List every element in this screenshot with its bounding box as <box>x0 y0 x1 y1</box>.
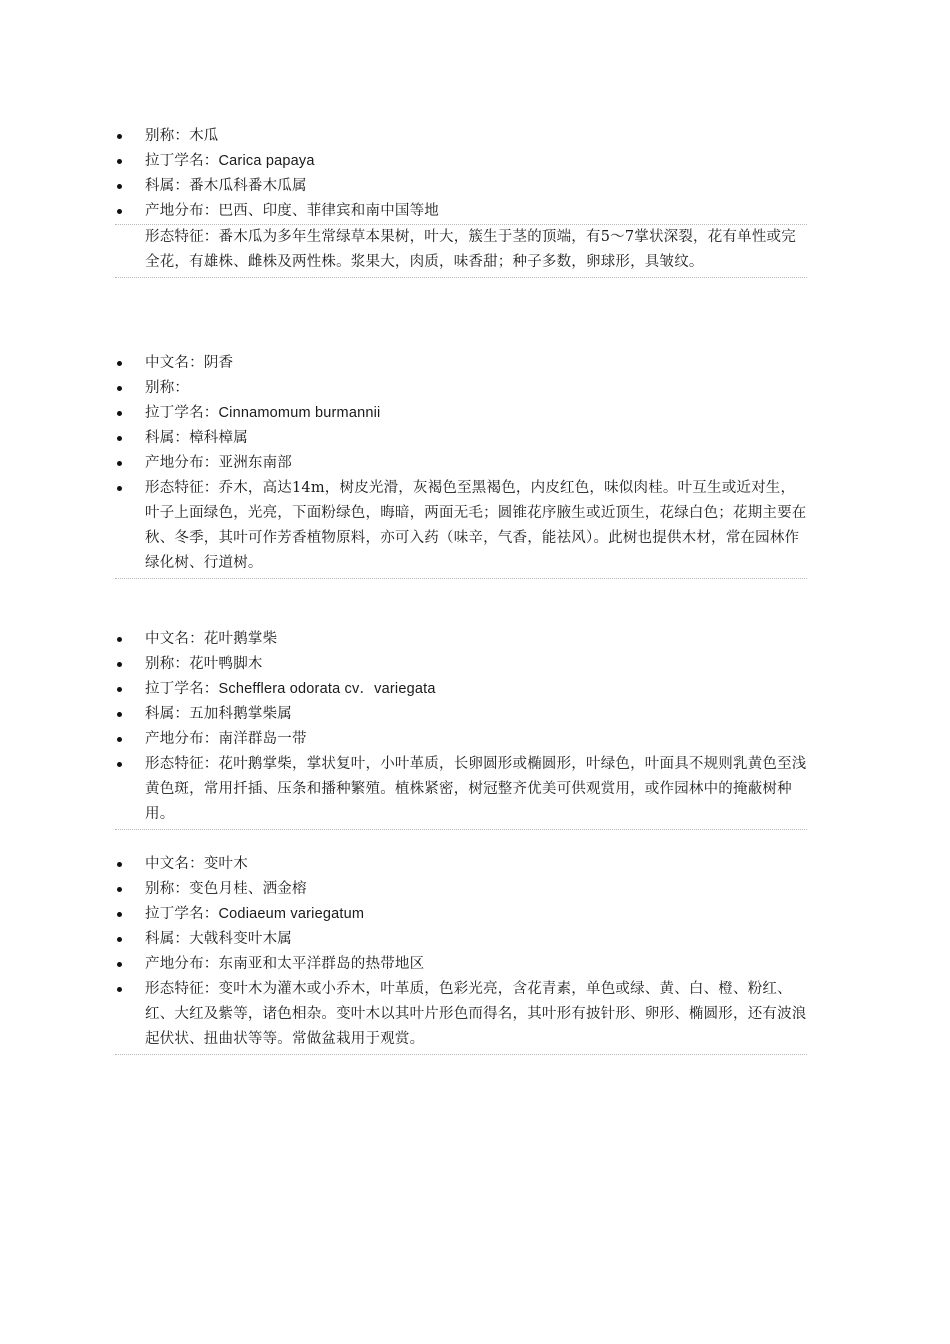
field-value: 木瓜 <box>189 128 219 144</box>
field-value: 番木瓜科番木瓜属 <box>189 178 307 194</box>
family-item <box>115 927 807 952</box>
plant-entry-schefflera <box>115 627 807 830</box>
field-label: 产地分布： <box>145 455 219 471</box>
field-label: 拉丁学名： <box>145 405 219 421</box>
latin-name-item <box>115 677 807 702</box>
latin-name-item <box>115 149 807 174</box>
field-label: 科属： <box>145 178 190 194</box>
field-value: Codiaeum variegatum <box>218 906 365 922</box>
field-value: 五加科鹅掌柴属 <box>189 706 293 722</box>
field-label: 别称： <box>145 881 190 897</box>
distribution-item <box>115 451 807 476</box>
field-label: 拉丁学名： <box>145 681 219 697</box>
field-value: Cinnamomum burmannii <box>218 405 381 421</box>
field-value: 变叶木 <box>203 856 248 872</box>
field-label: 别称： <box>145 656 190 672</box>
field-label: 中文名： <box>145 355 204 371</box>
description-item: 形态特征：变叶木为灌木或小乔木，叶革质，色彩光亮，含花青素，单色或绿、黄、白、橙、粉红、红、大红及紫等，诸色相杂。变叶木以其叶片形色而得名，其叶形有披针形、卵形、椭圆形，还有波浪起伏状、扭曲状等等。常做盆栽用于观赏。 <box>115 977 807 1055</box>
field-label: 产地分布： <box>145 731 219 747</box>
field-label: 产地分布： <box>145 956 219 972</box>
field-label: 中文名： <box>145 631 204 647</box>
alias-item <box>115 124 807 149</box>
field-label: 中文名： <box>145 856 204 872</box>
field-value: 东南亚和太平洋群岛的热带地区 <box>218 956 425 972</box>
chinese-name-item <box>115 852 807 877</box>
field-label: 科属： <box>145 931 190 947</box>
distribution-item <box>115 952 807 977</box>
field-value: 阴香 <box>203 355 234 371</box>
field-value: 巴西、印度、菲律宾和南中国等地 <box>218 203 439 219</box>
latin-name-item <box>115 401 807 426</box>
family-item <box>115 426 807 451</box>
family-item <box>115 702 807 727</box>
alias-item <box>115 877 807 902</box>
field-value: Carica papaya <box>218 153 315 169</box>
field-label: 科属： <box>145 430 190 446</box>
family-item <box>115 174 807 199</box>
field-label: 产地分布： <box>145 203 219 219</box>
alias-item <box>115 376 807 401</box>
field-value: Schefflera odorata cv．variegata <box>218 681 436 697</box>
field-label: 科属： <box>145 706 190 722</box>
field-value: 亚洲东南部 <box>218 455 292 471</box>
field-value: 变色月桂、洒金榕 <box>189 881 307 897</box>
chinese-name-item <box>115 627 807 652</box>
field-value: 大戟科变叶木属 <box>189 931 293 947</box>
field-value: 花叶鹅掌柴 <box>203 631 278 647</box>
chinese-name-item <box>115 351 807 376</box>
alias-item <box>115 652 807 677</box>
description-item: 形态特征：乔木，高达14m，树皮光滑，灰褐色至黑褐色，内皮红色，味似肉桂。叶互生或近对生，叶子上面绿色，光亮，下面粉绿色，晦暗，两面无毛；圆锥花序腋生或近顶生，花绿白色；花期主要在秋、冬季，其叶可作芳香植物原料，亦可入药（味辛，气香，能祛风）。此树也提供木材，常在园林作绿化树、行道树。 <box>115 476 807 579</box>
field-label: 拉丁学名： <box>145 906 219 922</box>
field-label: 别称： <box>145 380 190 396</box>
field-label: 别称： <box>145 128 190 144</box>
distribution-item <box>115 727 807 752</box>
plant-entry-codiaeum <box>115 852 807 1055</box>
plant-entry-papaya <box>115 124 807 278</box>
plant-entry-cinnamomum <box>115 351 807 579</box>
description-item: 形态特征：花叶鹅掌柴，掌状复叶，小叶革质，长卵圆形或椭圆形，叶绿色，叶面具不规则乳黄色至浅黄色斑，常用扦插、压条和播种繁殖。植株紧密，树冠整齐优美可供观赏用，或作园林中的掩蔽树种用。 <box>115 752 807 830</box>
field-value: 樟科樟属 <box>189 430 248 446</box>
field-value: 南洋群岛一带 <box>218 731 307 747</box>
description-item: 形态特征：番木瓜为多年生常绿草本果树，叶大，簇生于茎的顶端，有5～7掌状深裂，花有单性或完全花，有雄株、雌株及两性株。浆果大，肉质，味香甜；种子多数，卵球形，具皱纹。 <box>115 224 807 278</box>
field-value: 花叶鸭脚木 <box>189 656 263 672</box>
latin-name-item <box>115 902 807 927</box>
field-label: 拉丁学名： <box>145 153 219 169</box>
distribution-item <box>115 199 807 224</box>
